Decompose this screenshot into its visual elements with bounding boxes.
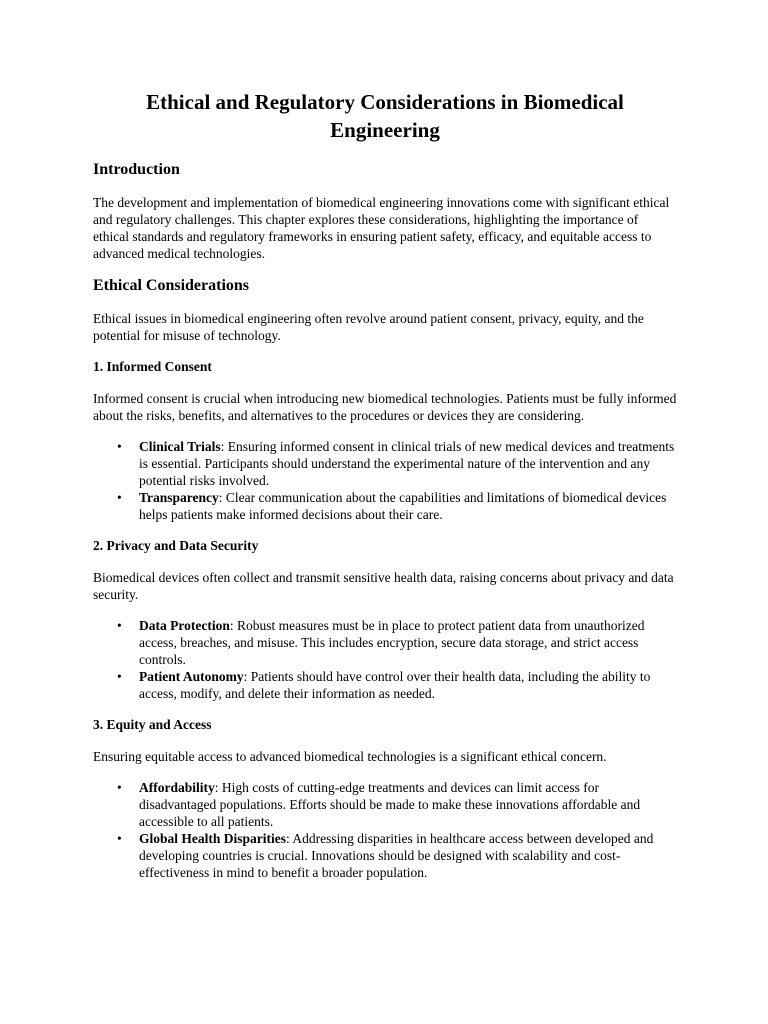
ethical-paragraph: Ethical issues in biomedical engineering often revolve around patient consent, privacy, equity, and the potential for misuse of technology.	[93, 311, 644, 343]
informed-consent-paragraph: Informed consent is crucial when introducing new biomedical technologies. Patients must be fully informed about the risks, benefits, and alternatives to the procedures or devices they are considering.	[93, 391, 677, 423]
list-item-text: : Ensuring informed consent in clinical trials of new medical devices and treatments is essential. Participants should understand the experimental nature of the intervention and any potential risks involved.	[139, 439, 675, 488]
list-item-text: : Clear communication about the capabilities and limitations of biomedical devices helps patients make informed decisions about their care.	[139, 490, 667, 522]
equity-paragraph: Ensuring equitable access to advanced biomedical technologies is a significant ethical concern.	[93, 749, 607, 764]
bullet-icon: •	[117, 618, 122, 633]
section-heading-ethical-considerations: Ethical Considerations	[93, 277, 250, 294]
document-page	[93, 88, 677, 895]
informed-consent-list	[93, 438, 677, 523]
list-item-term: Patient Autonomy	[139, 669, 244, 684]
privacy-list	[93, 617, 677, 702]
bullet-icon: •	[117, 490, 122, 505]
list-item-term: Data Protection	[139, 618, 230, 633]
list-item	[117, 438, 677, 489]
subsection-heading-informed-consent: 1. Informed Consent	[93, 359, 212, 374]
list-item	[117, 830, 677, 881]
bullet-icon: •	[117, 439, 122, 454]
list-item	[117, 617, 677, 668]
subsection-heading-equity: 3. Equity and Access	[93, 717, 212, 732]
list-item-term: Transparency	[139, 490, 219, 505]
bullet-icon: •	[117, 669, 122, 684]
list-item-term: Global Health Disparities	[139, 831, 287, 846]
list-item-text: : High costs of cutting-edge treatments and devices can limit access for disadvantaged populations. Efforts should be made to make these innovations affordable and accessible to all patients.	[139, 780, 641, 829]
bullet-icon: •	[117, 780, 122, 795]
list-item	[117, 779, 677, 830]
subsection-heading-privacy: 2. Privacy and Data Security	[93, 538, 259, 553]
list-item-text: : Robust measures must be in place to protect patient data from unauthorized access, breaches, and misuse. This includes encryption, secure data storage, and strict access controls.	[139, 618, 645, 667]
introduction-paragraph: The development and implementation of biomedical engineering innovations come with significant ethical and regulatory challenges. This chapter explores these considerations, highlighting the importance of ethical standards and regulatory frameworks in ensuring patient safety, efficacy, and equitable access to advanced medical technologies.	[93, 195, 670, 261]
list-item	[117, 668, 677, 702]
list-item-term: Affordability	[139, 780, 215, 795]
equity-list	[93, 779, 677, 881]
list-item	[117, 489, 677, 523]
list-item-text: : Patients should have control over their health data, including the ability to access, modify, and delete their information as needed.	[139, 669, 651, 701]
bullet-icon: •	[117, 831, 122, 846]
section-heading-introduction: Introduction	[93, 161, 180, 178]
document-title: Ethical and Regulatory Considerations in Biomedical Engineering	[146, 90, 624, 142]
list-item-text: : Addressing disparities in healthcare access between developed and developing countries is crucial. Innovations should be designed with scalability and cost-effectiveness in mind to benefit a broader population.	[139, 831, 654, 880]
privacy-paragraph: Biomedical devices often collect and transmit sensitive health data, raising concerns about privacy and data security.	[93, 570, 674, 602]
list-item-term: Clinical Trials	[139, 439, 221, 454]
